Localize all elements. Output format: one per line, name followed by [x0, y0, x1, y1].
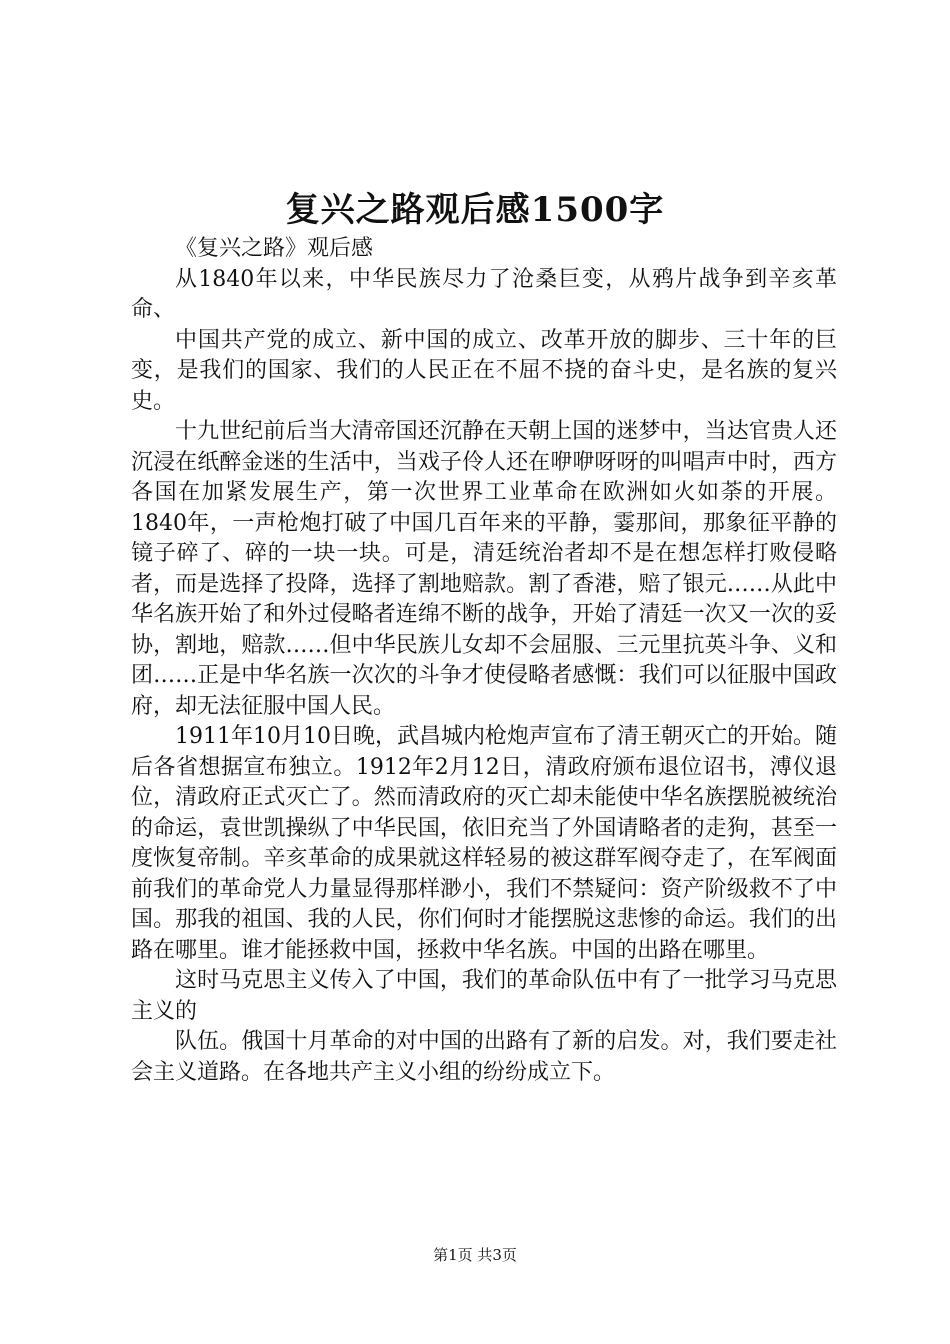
paragraph: 队伍。俄国十月革命的对中国的出路有了新的启发。对，我们要走社会主义道路。在各地共产主义小组的纷纷成立下。	[131, 1029, 837, 1085]
paragraph: 十九世纪前后当大清帝国还沉静在天朝上国的迷梦中，当达官贵人还沉浸在纸醉金迷的生活中，当戏子伶人还在咿咿呀呀的叫唱声中时，西方各国在加紧发展生产，第一次世界工业革命在欧洲如火如荼的开展。1840年，一声枪炮打破了中国几百年来的平静，霎那间，那象征平静的镜子碎了、碎的一块一块。可是，清廷统治者却不是在想怎样打败侵略者，而是选择了投降，选择了割地赔款。割了香港，赔了银元……从此中华名族开始了和外过侵略者连绵不断的战争，开始了清廷一次又一次的妥协，割地，赔款……但中华民族儿女却不会屈服、三元里抗英斗争、义和团……正是中华名族一次次的斗争才使侵略者感慨：我们可以征服中国政府，却无法征服中国人民。	[131, 419, 837, 719]
document-body	[131, 234, 837, 1088]
document-title: 复兴之路观后感1500字	[285, 190, 665, 230]
paragraph: 从1840年以来，中华民族尽力了沧桑巨变，从鸦片战争到辛亥革命、	[131, 266, 837, 322]
paragraph: 中国共产党的成立、新中国的成立、改革开放的脚步、三十年的巨变，是我们的国家、我们的人民正在不屈不挠的奋斗史，是名族的复兴史。	[131, 327, 837, 414]
paragraph: 1911年10月10日晚，武昌城内枪炮声宣布了清王朝灭亡的开始。随后各省想据宣布独立。1912年2月12日，清政府颁布退位诏书，溥仪退位，清政府正式灭亡了。然而清政府的灭亡却未能使中华名族摆脱被统治的命运，袁世凯操纵了中华民国，依旧充当了外国请略者的走狗，甚至一度恢复帝制。辛亥革命的成果就这样轻易的被这群军阀夺走了，在军阀面前我们的革命党人力量显得那样渺小，我们不禁疑问：资产阶级救不了中国。那我的祖国、我的人民，你们何时才能摆脱这悲惨的命运。我们的出路在哪里。谁才能拯救中国，拯救中华名族。中国的出路在哪里。	[131, 724, 837, 963]
paragraph: 这时马克思主义传入了中国，我们的革命队伍中有了一批学习马克思主义的	[131, 968, 837, 1024]
paragraph-subtitle: 《复兴之路》观后感	[175, 236, 374, 261]
page-footer: 第1页 共3页	[433, 1246, 517, 1264]
